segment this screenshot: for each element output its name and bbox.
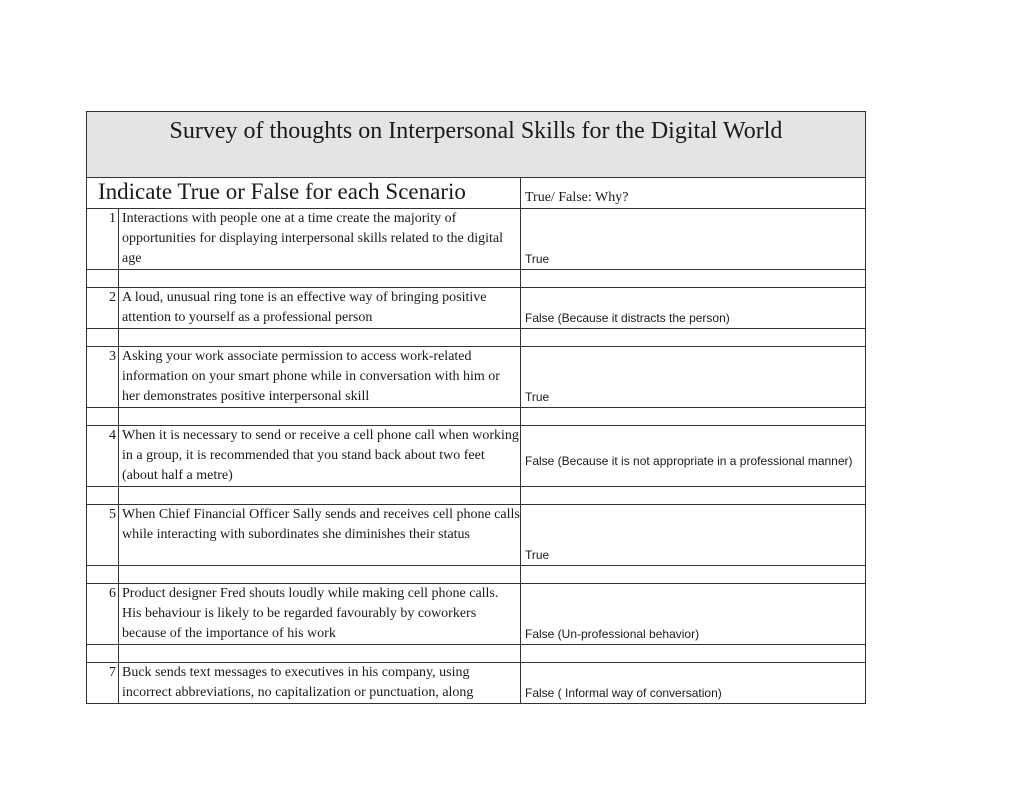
answer-text: True [525, 390, 550, 404]
row-number: 2 [87, 288, 119, 328]
answer-text: False (Un-professional behavior) [525, 627, 700, 641]
survey-table [86, 111, 866, 704]
row-number: 7 [87, 663, 119, 703]
scenario-text: When Chief Financial Officer Sally sends and receives cell phone calls while interacting with subordinates she diminishes their status [119, 505, 521, 565]
row-number: 5 [87, 505, 119, 565]
scenario-text: Product designer Fred shouts loudly while making cell phone calls. His behaviour is likely to be regarded favourably by coworkers because of the importance of his work [119, 584, 521, 644]
table-row [87, 347, 865, 408]
answer-text: False (Because it distracts the person) [525, 311, 730, 325]
header-row [87, 178, 865, 209]
table-row [87, 584, 865, 645]
answer-cell[interactable] [521, 288, 865, 328]
scenario-text: A loud, unusual ring tone is an effective way of bringing positive attention to yourself as a professional person [119, 288, 521, 328]
table-row [87, 663, 865, 704]
spacer-row [87, 329, 865, 347]
scenario-text: Interactions with people one at a time create the majority of opportunities for displaying interpersonal skills related to the digital age [119, 209, 521, 269]
row-number: 3 [87, 347, 119, 407]
answer-cell[interactable] [521, 426, 865, 486]
spacer-row [87, 270, 865, 288]
answer-cell[interactable] [521, 209, 865, 269]
spacer-row [87, 408, 865, 426]
row-number: 4 [87, 426, 119, 486]
answer-text: True [525, 252, 550, 266]
row-number: 6 [87, 584, 119, 644]
table-row [87, 505, 865, 566]
scenario-text: Buck sends text messages to executives in his company, using incorrect abbreviations, no capitalization or punctuation, along [119, 663, 521, 703]
table-row [87, 288, 865, 329]
spacer-row [87, 566, 865, 584]
survey-title: Survey of thoughts on Interpersonal Skills for the Digital World [87, 112, 865, 178]
answer-cell[interactable] [521, 505, 865, 565]
scenario-text: Asking your work associate permission to access work-related information on your smart phone while in conversation with him or her demonstrates positive interpersonal skill [119, 347, 521, 407]
answer-cell[interactable] [521, 663, 865, 703]
instruction-header: Indicate True or False for each Scenario [87, 178, 521, 208]
answer-text: False ( Informal way of conversation) [525, 686, 722, 700]
spacer-row [87, 645, 865, 663]
answer-cell[interactable] [521, 347, 865, 407]
row-number: 1 [87, 209, 119, 269]
table-row [87, 426, 865, 487]
answer-column-header: True/ False: Why? [525, 190, 629, 205]
answer-text: False (Because it is not appropriate in a professional manner) [525, 454, 853, 468]
spacer-row [87, 487, 865, 505]
answer-cell[interactable] [521, 584, 865, 644]
table-row [87, 209, 865, 270]
scenario-text: When it is necessary to send or receive a cell phone call when working in a group, it is recommended that you stand back about two feet (about half a metre) [119, 426, 521, 486]
answer-text: True [525, 548, 550, 562]
